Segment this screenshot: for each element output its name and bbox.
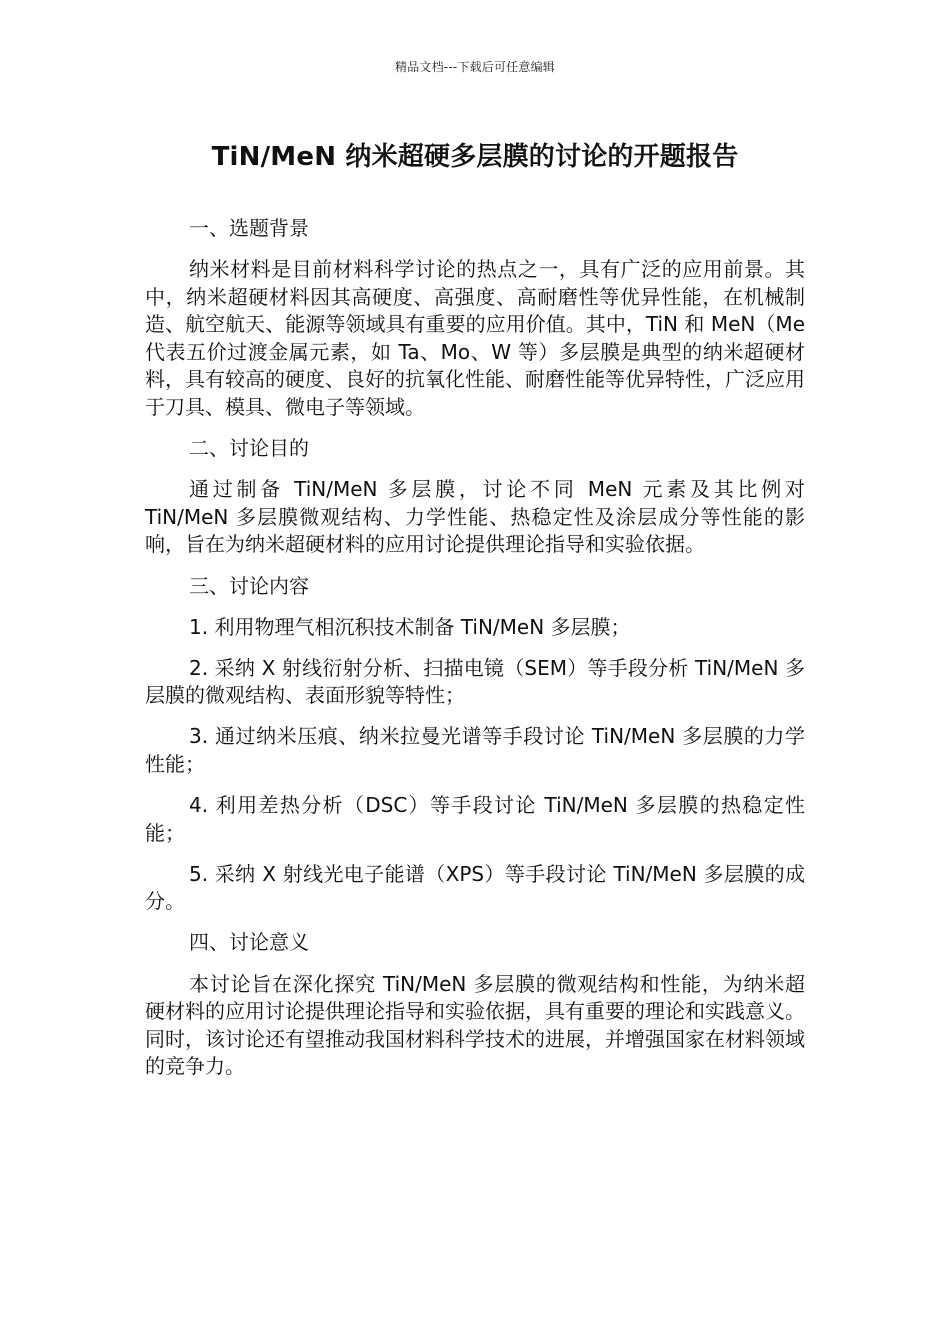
paragraph-background: 纳米材料是目前材料科学讨论的热点之一，具有广泛的应用前景。其中，纳米超硬材料因其高硬度、高强度、高耐磨性等优异性能，在机械制造、航空航天、能源等领域具有重要的应用价值。其中，TiN 和 MeN（Me 代表五价过渡金属元素，如 Ta、Mo、W 等）多层膜是典型的纳米超硬材料，具有较高的硬度、良好的抗氧化性能、耐磨性能等优异特性，广泛应用于刀具、模具、微电子等领域。 <box>145 257 805 420</box>
document-body <box>145 215 805 1094</box>
list-item-content-2: 2. 采纳 X 射线衍射分析、扫描电镜（SEM）等手段分析 TiN/MeN 多层膜的微观结构、表面形貌等特性； <box>145 655 805 708</box>
section-heading-purpose: 二、讨论目的 <box>189 436 309 461</box>
header-note: 精品文档---下载后可任意编辑 <box>395 60 555 74</box>
list-item-content-1: 1. 利用物理气相沉积技术制备 TiN/MeN 多层膜； <box>189 614 631 639</box>
list-item-content-3: 3. 通过纳米压痕、纳米拉曼光谱等手段讨论 TiN/MeN 多层膜的力学性能； <box>145 724 805 776</box>
section-heading-content: 三、讨论内容 <box>189 573 309 598</box>
document-title: TiN/MeN 纳米超硬多层膜的讨论的开题报告 <box>211 142 739 172</box>
section-heading-background: 一、选题背景 <box>189 216 309 240</box>
paragraph-purpose: 通过制备 TiN/MeN 多层膜，讨论不同 MeN 元素及其比例对 TiN/MeN 多层膜微观结构、力学性能、热稳定性及涂层成分等性能的影响，旨在为纳米超硬材料的应用讨论提供理论指导和实验依据。 <box>145 477 805 557</box>
paragraph-significance: 本讨论旨在深化探究 TiN/MeN 多层膜的微观结构和性能，为纳米超硬材料的应用讨论提供理论指导和实验依据，具有重要的理论和实践意义。同时，该讨论还有望推动我国材料科学技术的进展，并增强国家在材料领域的竞争力。 <box>145 971 805 1079</box>
section-heading-significance: 四、讨论意义 <box>189 930 309 955</box>
list-item-content-4: 4. 利用差热分析（DSC）等手段讨论 TiN/MeN 多层膜的热稳定性能； <box>145 793 805 845</box>
list-item-content-5: 5. 采纳 X 射线光电子能谱（XPS）等手段讨论 TiN/MeN 多层膜的成分。 <box>145 861 805 914</box>
